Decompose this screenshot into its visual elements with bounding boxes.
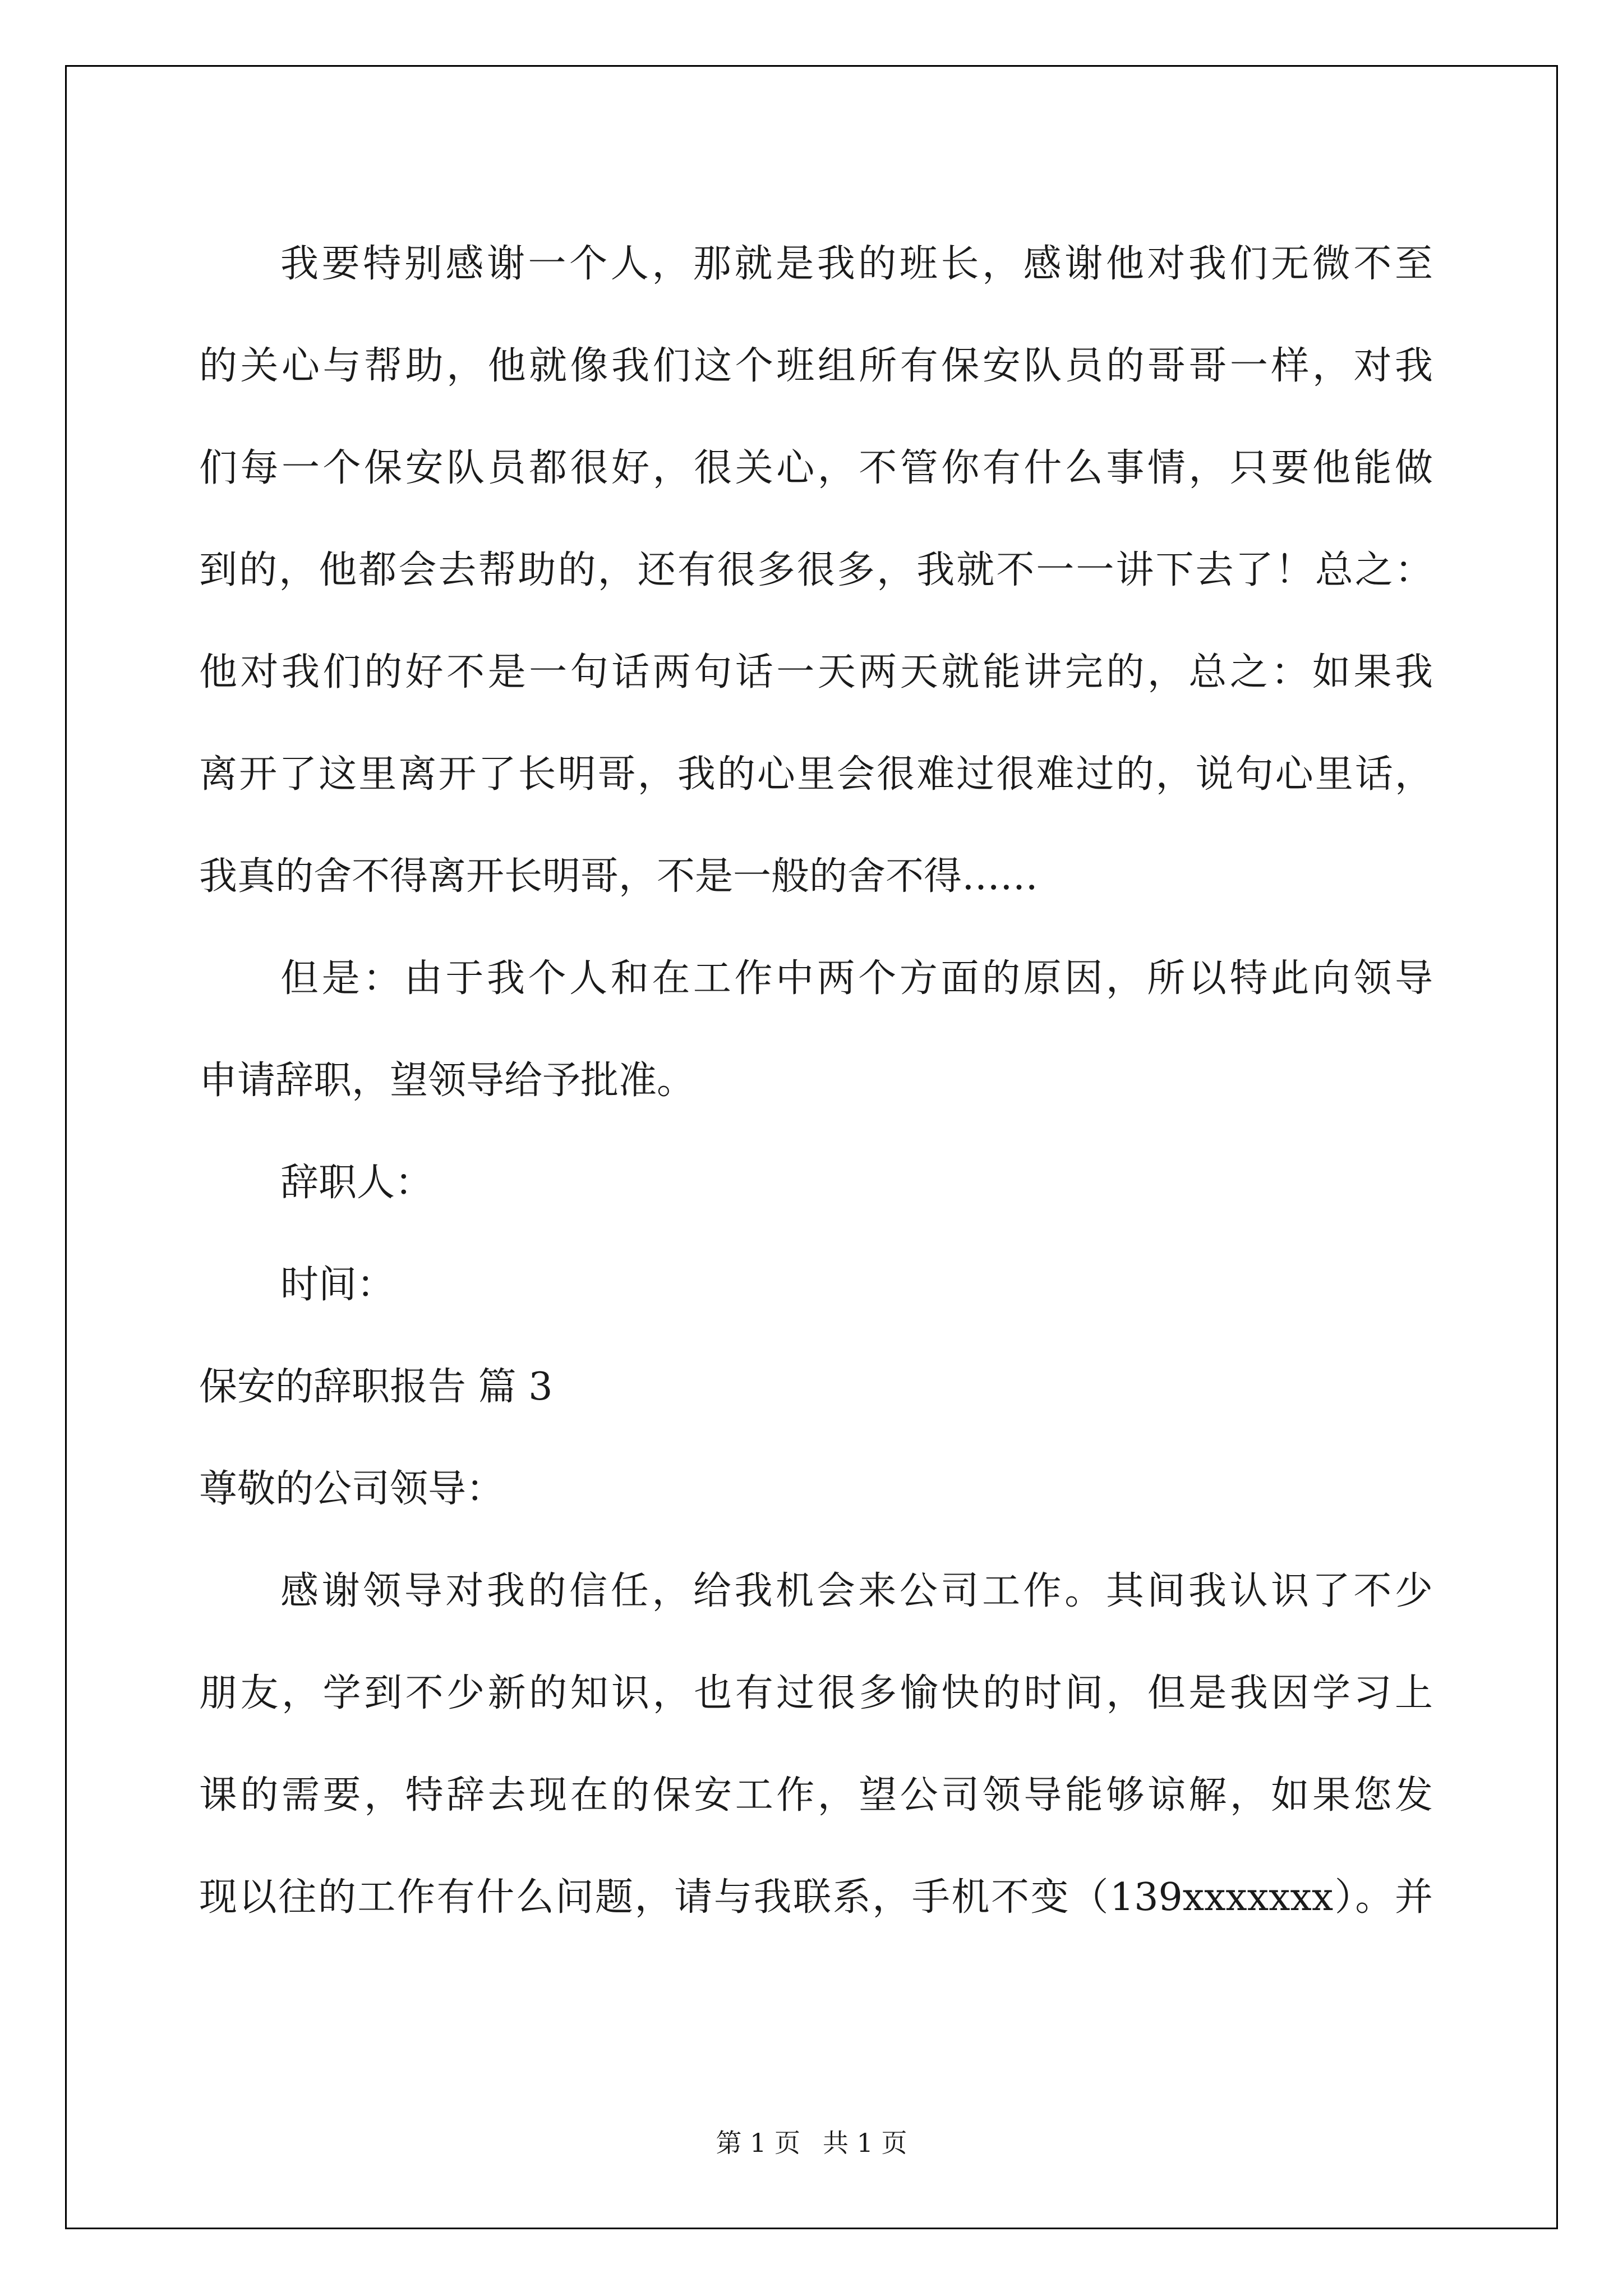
text-line: 现以往的工作有什么问题，请与我联系，手机不变（139xxxxxxx）。并	[199, 1875, 1433, 1920]
section-heading: 保安的辞职报告 篇 3	[199, 1365, 553, 1409]
page-total: 共 1 页	[823, 2128, 907, 2158]
text-line: 离开了这里离开了长明哥，我的心里会很难过很难过的，说句心里话，	[199, 752, 1433, 797]
text-line: 朋友，学到不少新的知识，也有过很多愉快的时间，但是我因学习上	[199, 1671, 1433, 1715]
text-line: 他对我们的好不是一句话两句话一天两天就能讲完的，总之：如果我	[199, 650, 1433, 694]
text-line: 申请辞职，望领导给予批准。	[199, 1059, 695, 1103]
page-footer	[0, 2126, 1623, 2160]
text-line: 我真的舍不得离开长明哥，不是一般的舍不得……	[199, 854, 1039, 899]
salutation: 尊敬的公司领导：	[199, 1467, 505, 1511]
resigner-label: 辞职人：	[280, 1161, 434, 1205]
document-body	[199, 213, 1433, 1949]
text-line: 们每一个保安队员都很好，很关心，不管你有什么事情，只要他能做	[199, 446, 1433, 490]
text-line: 但是：由于我个人和在工作中两个方面的原因，所以特此向领导	[280, 956, 1433, 1001]
page-number: 第 1 页	[716, 2128, 800, 2158]
date-label: 时间：	[280, 1263, 395, 1307]
text-line: 课的需要，特辞去现在的保安工作，望公司领导能够谅解，如果您发	[199, 1773, 1433, 1818]
text-line: 到的，他都会去帮助的，还有很多很多，我就不一一讲下去了！总之：	[199, 548, 1433, 592]
text-line: 我要特别感谢一个人，那就是我的班长，感谢他对我们无微不至	[280, 242, 1433, 286]
text-line: 感谢领导对我的信任，给我机会来公司工作。其间我认识了不少	[280, 1569, 1433, 1613]
text-line: 的关心与帮助，他就像我们这个班组所有保安队员的哥哥一样，对我	[199, 344, 1433, 388]
